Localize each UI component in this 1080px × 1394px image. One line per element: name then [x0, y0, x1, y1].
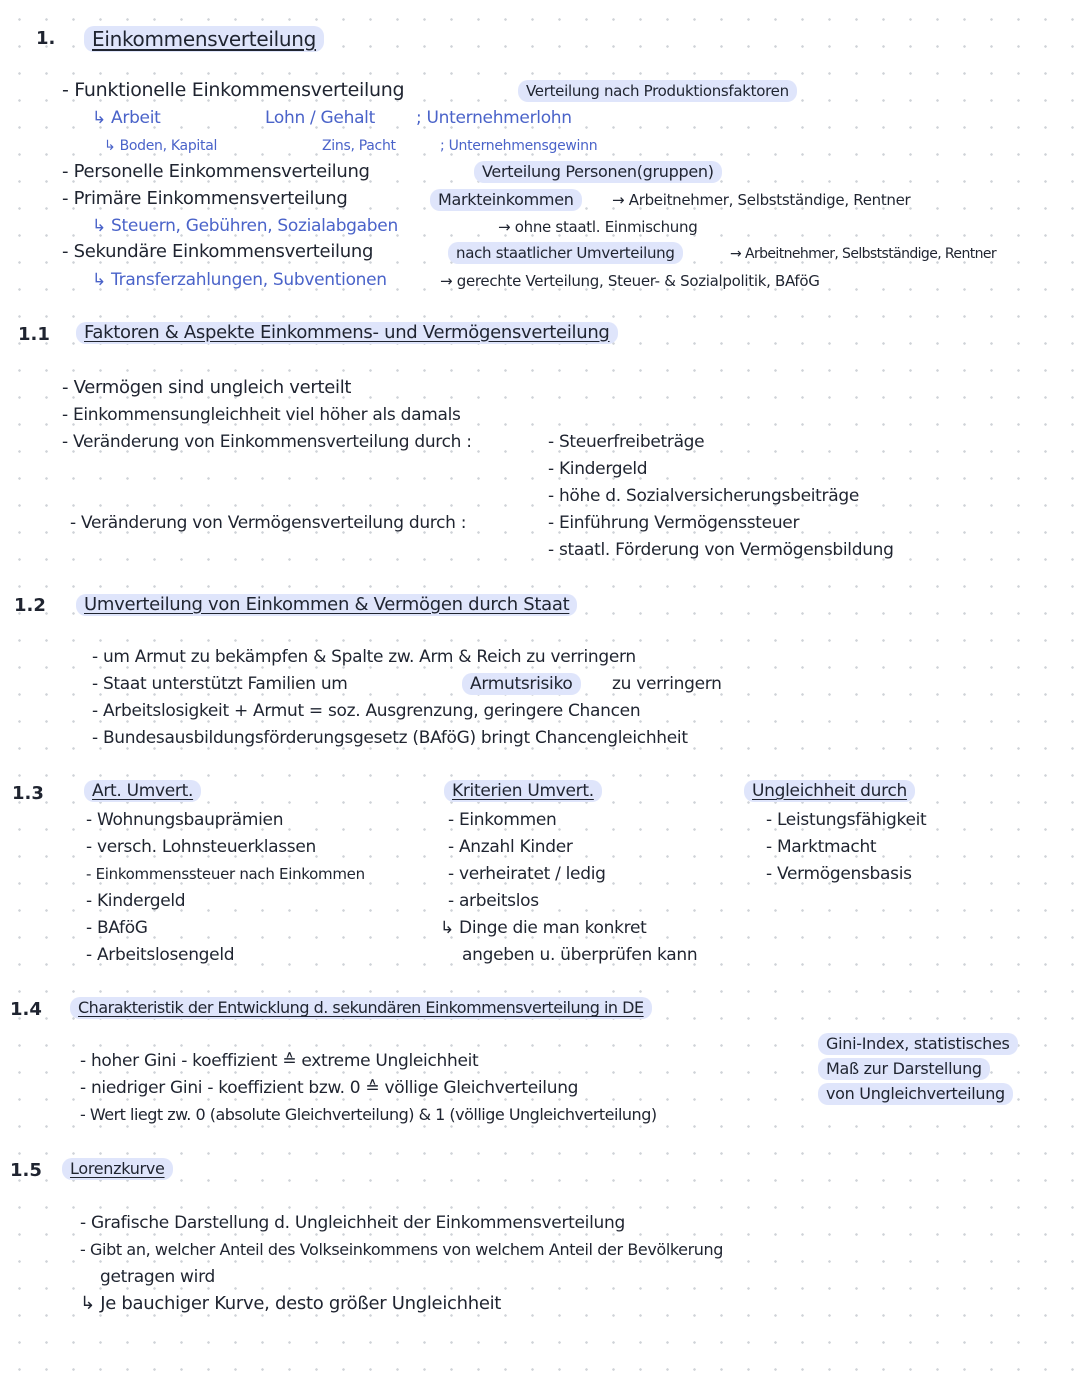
text-line: - Einkommensungleichheit viel höher als damals	[62, 405, 461, 425]
text-line: - hoher Gini - koeffizient ≙ extreme Ungleichheit	[80, 1051, 479, 1071]
text-line: → ohne staatl. Einmischung	[498, 218, 698, 236]
section-number: 1.1	[18, 324, 50, 345]
text-line: getragen wird	[100, 1267, 215, 1287]
text-line: ↳ Arbeit	[92, 108, 161, 128]
text-line: ↳ Boden, Kapital	[104, 138, 218, 154]
section-title: Charakteristik der Entwicklung d. sekundären Einkommensverteilung in DE	[70, 997, 652, 1019]
section-number: 1.	[36, 28, 56, 49]
column-title: Kriterien Umvert.	[444, 780, 602, 802]
text-line: - Funktionelle Einkommensverteilung	[62, 79, 405, 101]
text-line: ↳ Je bauchiger Kurve, desto größer Ungleichheit	[80, 1293, 502, 1314]
text-line: - Wert liegt zw. 0 (absolute Gleichverteilung) & 1 (völlige Ungleichverteilung)	[80, 1105, 657, 1124]
list-item: - BAföG	[86, 918, 148, 938]
text-line: - um Armut zu bekämpfen & Spalte zw. Arm & Reich zu verringern	[92, 647, 636, 667]
highlight-label: nach staatlicher Umverteilung	[448, 242, 683, 264]
section-number: 1.2	[14, 595, 46, 616]
highlight-label: Verteilung Personen(gruppen)	[474, 161, 722, 183]
highlight-label: Armutsrisiko	[462, 673, 581, 695]
text-line: - Arbeitslosigkeit + Armut = soz. Ausgrenzung, geringere Chancen	[92, 701, 641, 721]
side-note: Gini-Index, statistisches	[818, 1033, 1018, 1055]
section-title: Lorenzkurve	[62, 1158, 173, 1180]
text-line: Lohn / Gehalt	[265, 108, 375, 128]
section-number: 1.5	[10, 1160, 42, 1181]
list-item: - Wohnungsbauprämien	[86, 810, 284, 830]
text-line: ; Unternehmerlohn	[416, 108, 572, 128]
list-item: - Anzahl Kinder	[448, 837, 573, 857]
list-item: - Marktmacht	[766, 837, 877, 857]
list-item: - höhe d. Sozialversicherungsbeiträge	[548, 486, 859, 506]
note-line: angeben u. überprüfen kann	[462, 945, 698, 965]
section-title: Faktoren & Aspekte Einkommens- und Vermögensverteilung	[76, 322, 618, 344]
text-line: - Gibt an, welcher Anteil des Volkseinkommens von welchem Anteil der Bevölkerung	[80, 1240, 724, 1259]
list-item: - arbeitslos	[448, 891, 539, 911]
list-item: - Einkommen	[448, 810, 557, 830]
side-note: Maß zur Darstellung	[818, 1058, 990, 1080]
section-title: Umverteilung von Einkommen & Vermögen durch Staat	[76, 594, 577, 616]
text-line: - Veränderung von Vermögensverteilung durch :	[70, 513, 467, 533]
list-item: - staatl. Förderung von Vermögensbildung	[548, 540, 894, 560]
list-item: - Leistungsfähigkeit	[766, 810, 927, 830]
text-line: - Staat unterstützt Familien um	[92, 674, 348, 694]
column-title: Ungleichheit durch	[744, 780, 915, 802]
highlight-label: Verteilung nach Produktionsfaktoren	[518, 80, 797, 102]
list-item: - Arbeitslosengeld	[86, 945, 235, 965]
highlight-label: Markteinkommen	[430, 189, 582, 211]
section-number: 1.3	[12, 783, 44, 804]
text-line: ↳ Transferzahlungen, Subventionen	[92, 270, 387, 290]
text-line: ↳ Steuern, Gebühren, Sozialabgaben	[92, 216, 398, 236]
text-line: Zins, Pacht	[322, 138, 396, 154]
text-line: → Arbeitnehmer, Selbstständige, Rentner	[730, 246, 997, 262]
list-item: - Einführung Vermögenssteuer	[548, 513, 800, 533]
list-item: - Vermögensbasis	[766, 864, 912, 884]
list-item: - Einkommenssteuer nach Einkommen	[86, 865, 365, 883]
section-number: 1.4	[10, 999, 42, 1020]
text-line: - Sekundäre Einkommensverteilung	[62, 241, 374, 262]
note-line: ↳ Dinge die man konkret	[440, 918, 647, 938]
text-line: - Personelle Einkommensverteilung	[62, 161, 370, 182]
text-line: - Veränderung von Einkommensverteilung durch :	[62, 432, 472, 452]
list-item: - Steuerfreibeträge	[548, 432, 705, 452]
list-item: - Kindergeld	[86, 891, 186, 911]
text-line: - Grafische Darstellung d. Ungleichheit der Einkommensverteilung	[80, 1213, 625, 1233]
section-title: Einkommensverteilung	[84, 26, 324, 52]
column-title: Art. Umvert.	[84, 780, 201, 802]
list-item: - versch. Lohnsteuerklassen	[86, 837, 316, 857]
text-line: - niedriger Gini - koeffizient bzw. 0 ≙ völlige Gleichverteilung	[80, 1078, 579, 1098]
text-line: - Vermögen sind ungleich verteilt	[62, 377, 352, 398]
text-line: - Bundesausbildungsförderungsgesetz (BAföG) bringt Chancengleichheit	[92, 728, 688, 748]
text-line: → gerechte Verteilung, Steuer- & Sozialpolitik, BAföG	[440, 272, 820, 290]
side-note: von Ungleichverteilung	[818, 1083, 1013, 1105]
list-item: - Kindergeld	[548, 459, 648, 479]
text-line: ; Unternehmensgewinn	[440, 138, 598, 154]
text-line: → Arbeitnehmer, Selbstständige, Rentner	[612, 191, 911, 209]
list-item: - verheiratet / ledig	[448, 864, 606, 884]
text-line: - Primäre Einkommensverteilung	[62, 188, 348, 209]
text-line: zu verringern	[612, 674, 722, 694]
